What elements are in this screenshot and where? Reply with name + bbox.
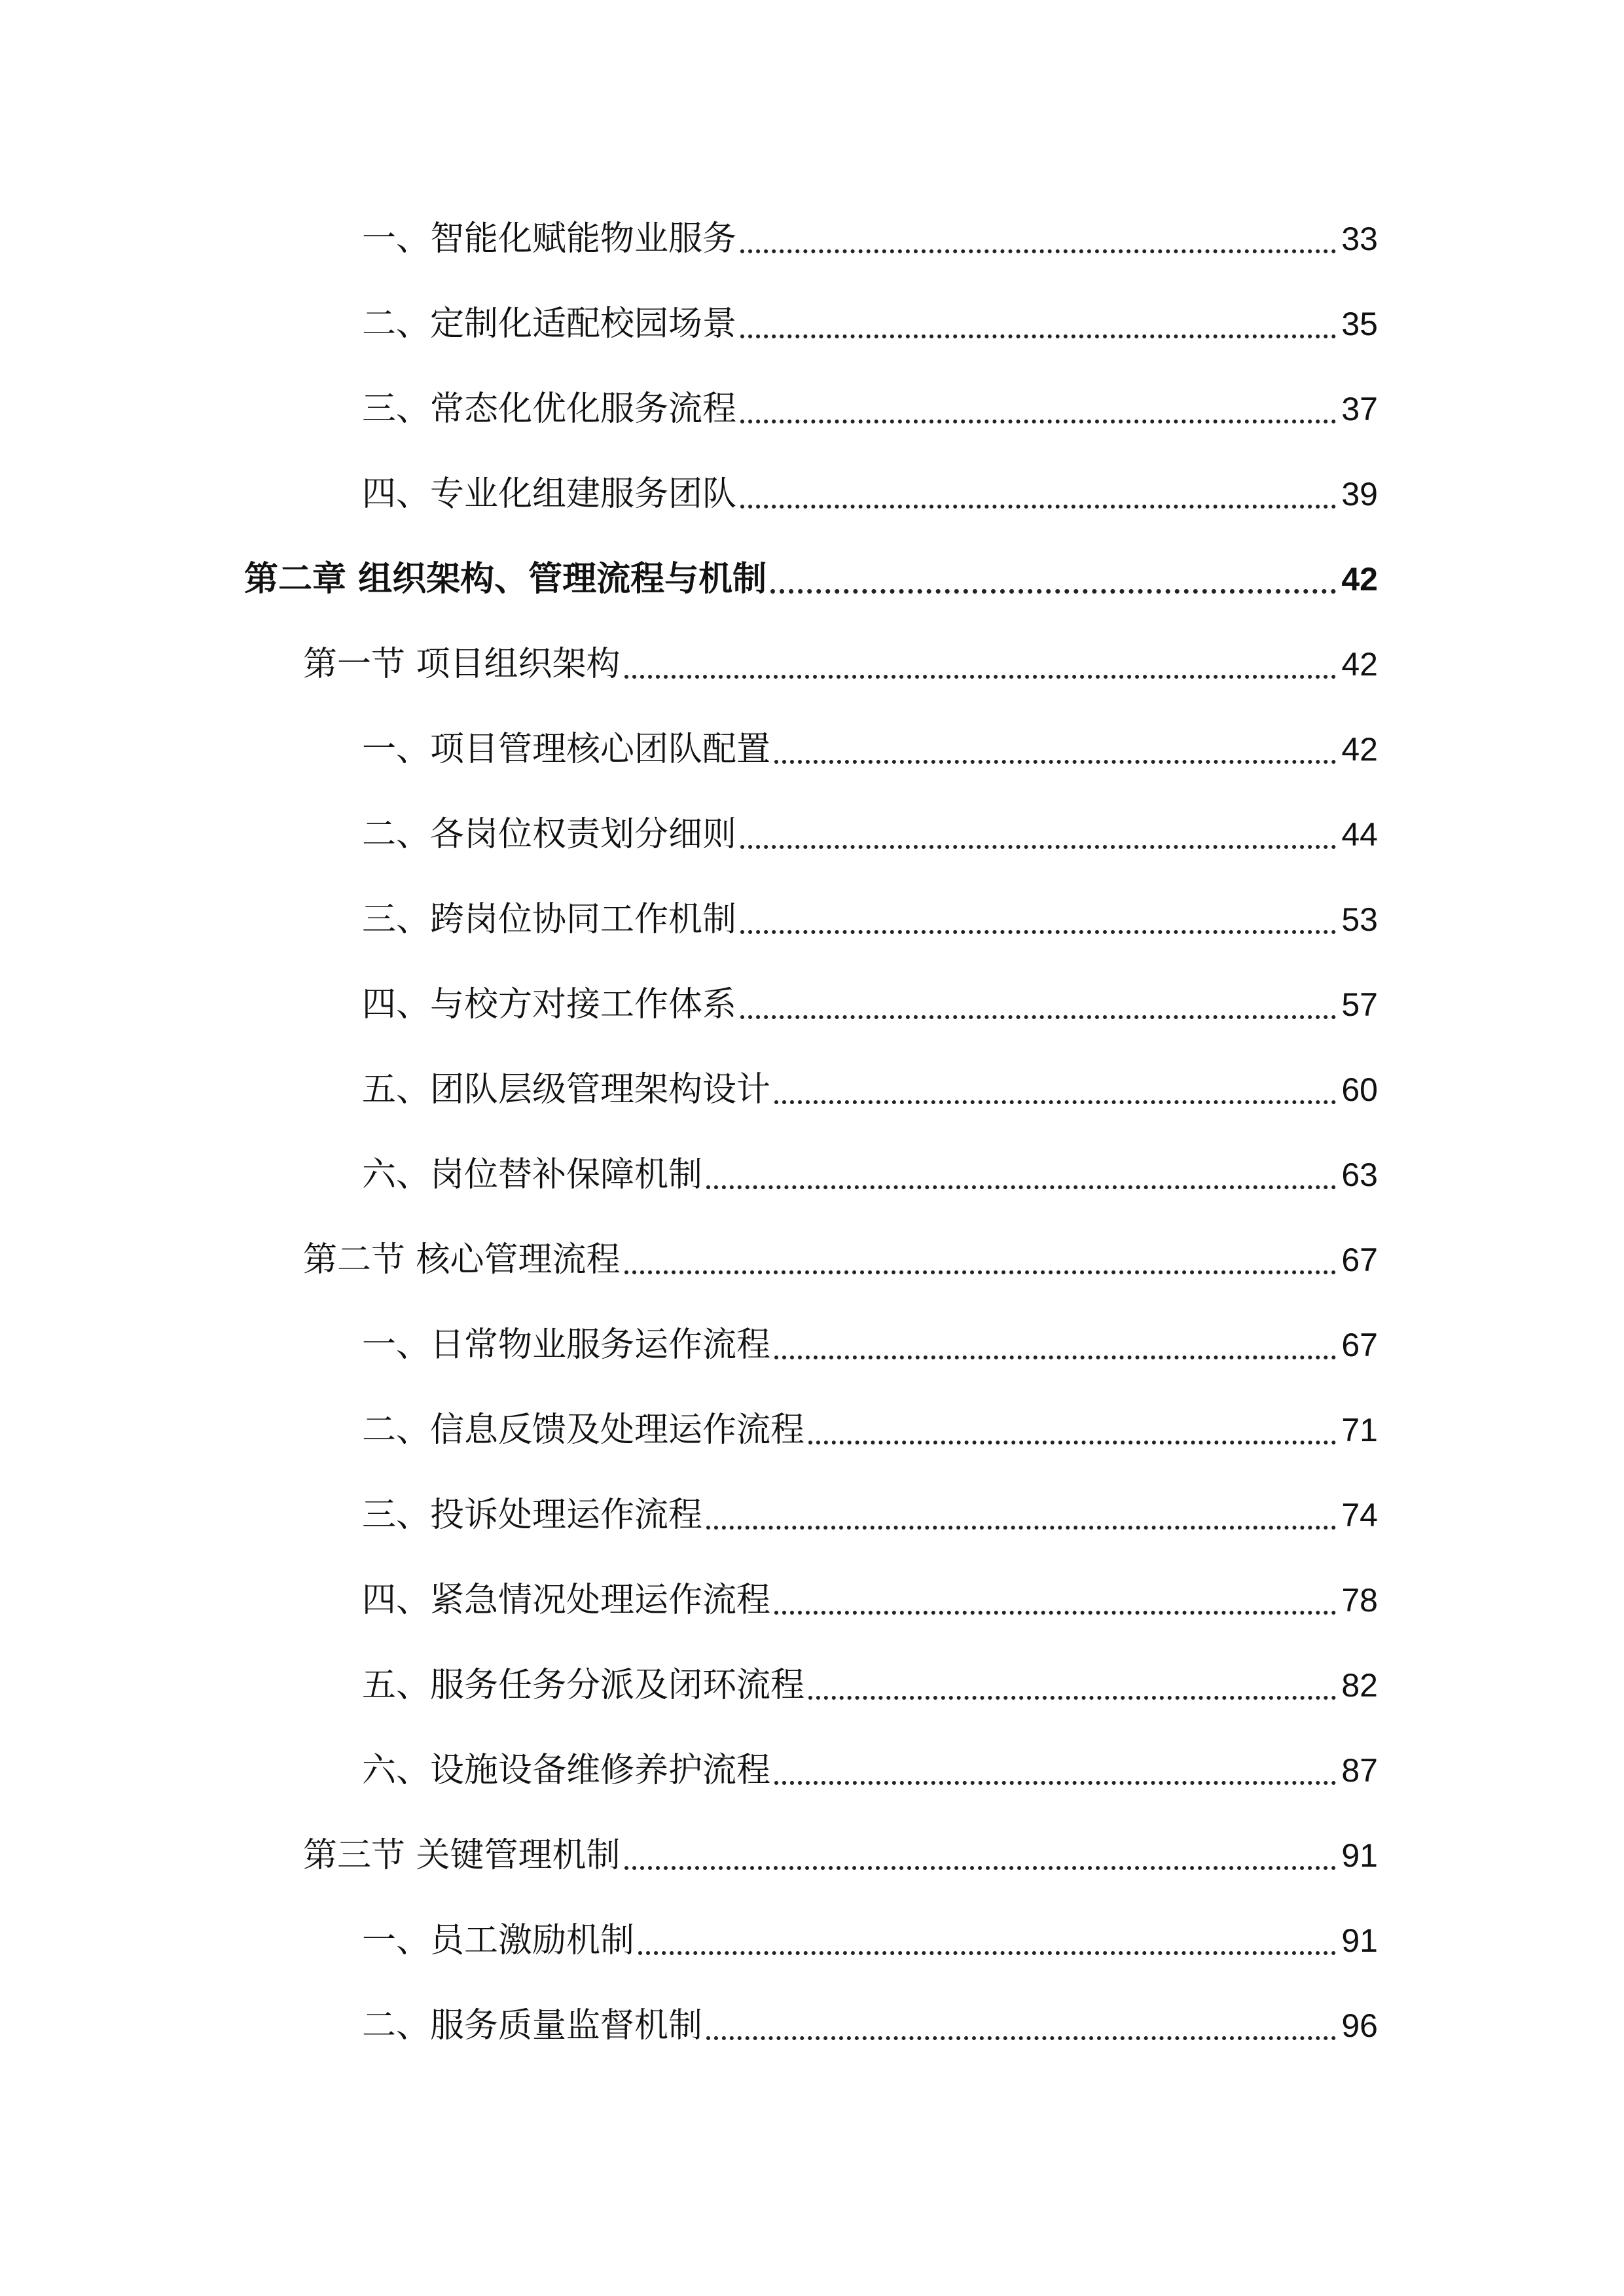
toc-leader-dots — [774, 1355, 1336, 1359]
toc-leader-dots — [740, 1015, 1336, 1019]
toc-entry-title: 一、智能化赋能物业服务 — [362, 219, 737, 259]
toc-entry-page: 96 — [1341, 2007, 1378, 2044]
toc-entry[interactable] — [362, 1404, 1378, 1456]
toc-entry-title: 四、紧急情况处理运作流程 — [362, 1581, 771, 1620]
toc-leader-dots — [706, 2036, 1336, 2040]
toc-leader-dots — [740, 930, 1336, 934]
toc-entry-page: 42 — [1341, 561, 1378, 598]
toc-leader-dots — [740, 334, 1336, 338]
toc-entry-title: 一、员工激励机制 — [362, 1921, 635, 1960]
toc-entry-page: 42 — [1341, 646, 1378, 683]
toc-entry-title: 三、投诉处理运作流程 — [362, 1496, 703, 1535]
toc-entry-title: 二、信息反馈及处理运作流程 — [362, 1410, 805, 1450]
toc-leader-dots — [740, 249, 1336, 253]
toc-section-entry[interactable] — [303, 638, 1378, 691]
toc-leader-dots — [740, 505, 1336, 509]
toc-entry-page: 60 — [1341, 1071, 1378, 1108]
toc-entry[interactable] — [362, 383, 1378, 435]
toc-leader-dots — [706, 1526, 1336, 1530]
toc-entry-title: 五、团队层级管理架构设计 — [362, 1070, 771, 1109]
toc-leader-dots — [774, 1781, 1336, 1785]
toc-leader-dots — [624, 1270, 1337, 1274]
toc-leader-dots — [740, 845, 1336, 849]
toc-entry-page: 63 — [1341, 1157, 1378, 1193]
toc-leader-dots — [706, 1185, 1336, 1189]
toc-entry-page: 71 — [1341, 1412, 1378, 1448]
toc-entry-page: 42 — [1341, 731, 1378, 768]
toc-leader-dots — [624, 1866, 1337, 1870]
toc-entry-title: 三、常态化优化服务流程 — [362, 389, 737, 429]
toc-entry-page: 53 — [1341, 901, 1378, 938]
toc-leader-dots — [624, 675, 1337, 679]
toc-entry[interactable] — [362, 1489, 1378, 1541]
toc-entry-page: 35 — [1341, 306, 1378, 342]
toc-entry-title: 第三节 关键管理机制 — [303, 1836, 621, 1875]
toc-entry[interactable] — [362, 1914, 1378, 1967]
toc-leader-dots — [808, 1696, 1336, 1700]
toc-entry-page: 78 — [1341, 1582, 1378, 1619]
toc-entry-page: 57 — [1341, 986, 1378, 1023]
toc-entry-title: 二、各岗位权责划分细则 — [362, 815, 737, 854]
toc-entry-page: 39 — [1341, 476, 1378, 512]
toc-entry[interactable] — [362, 1149, 1378, 1201]
toc-leader-dots — [774, 1611, 1336, 1615]
toc-entry[interactable] — [362, 468, 1378, 520]
toc-entry[interactable] — [362, 893, 1378, 946]
toc-entry[interactable] — [362, 808, 1378, 861]
toc-entry-title: 五、服务任务分派及闭环流程 — [362, 1666, 805, 1705]
toc-leader-dots — [740, 420, 1336, 423]
toc-entry-title: 四、与校方对接工作体系 — [362, 985, 737, 1024]
toc-leader-dots — [808, 1441, 1336, 1444]
toc-entry-title: 三、跨岗位协同工作机制 — [362, 900, 737, 939]
toc-entry[interactable] — [362, 978, 1378, 1031]
toc-entry[interactable] — [362, 1064, 1378, 1116]
toc-entry[interactable] — [362, 1319, 1378, 1371]
toc-entry-page: 91 — [1341, 1922, 1378, 1959]
toc-entry[interactable] — [362, 1659, 1378, 1712]
toc-entry-title: 四、专业化组建服务团队 — [362, 475, 737, 514]
toc-entry[interactable] — [362, 1574, 1378, 1626]
toc-entry-title: 二、定制化适配校园场景 — [362, 304, 737, 344]
toc-entry[interactable] — [362, 2000, 1378, 2052]
toc-entry-title: 二、服务质量监督机制 — [362, 2006, 703, 2045]
toc-entry-page: 44 — [1341, 816, 1378, 853]
toc-entry-page: 87 — [1341, 1752, 1378, 1789]
toc-leader-dots — [770, 589, 1336, 594]
toc-entry-page: 91 — [1341, 1837, 1378, 1874]
toc-entry-page: 67 — [1341, 1242, 1378, 1278]
toc-entry[interactable] — [362, 1744, 1378, 1797]
toc-entry-title: 第二章 组织架构、管理流程与机制 — [244, 560, 767, 599]
toc-leader-dots — [638, 1951, 1336, 1955]
toc-entry-page: 74 — [1341, 1497, 1378, 1534]
toc-entry-title: 第一节 项目组织架构 — [303, 645, 621, 684]
toc-entry[interactable] — [362, 213, 1378, 265]
toc-chapter-entry[interactable] — [244, 553, 1378, 605]
toc-entry-title: 六、设施设备维修养护流程 — [362, 1751, 771, 1790]
toc-leader-dots — [774, 1100, 1336, 1104]
toc-section-entry[interactable] — [303, 1829, 1378, 1882]
toc-entry-title: 第二节 核心管理流程 — [303, 1240, 621, 1280]
toc-entry-page: 82 — [1341, 1667, 1378, 1704]
toc-entry-page: 37 — [1341, 391, 1378, 427]
toc-section-entry[interactable] — [303, 1234, 1378, 1286]
toc-entry-page: 67 — [1341, 1327, 1378, 1363]
toc-entry[interactable] — [362, 298, 1378, 350]
toc-entry-page: 33 — [1341, 221, 1378, 257]
toc-entry-title: 一、项目管理核心团队配置 — [362, 730, 771, 769]
toc-entry-title: 一、日常物业服务运作流程 — [362, 1325, 771, 1365]
toc-leader-dots — [774, 760, 1336, 764]
toc-entry-title: 六、岗位替补保障机制 — [362, 1155, 703, 1194]
toc-entry[interactable] — [362, 723, 1378, 776]
